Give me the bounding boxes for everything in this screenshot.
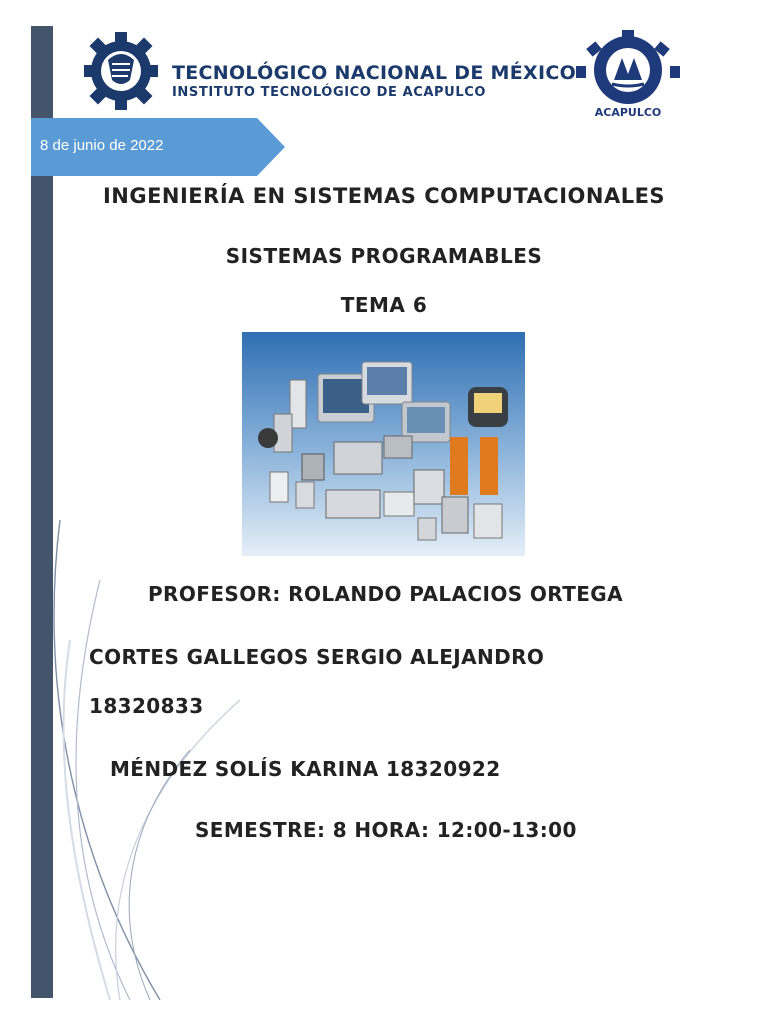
document-header xyxy=(84,30,684,120)
semester-schedule: SEMESTRE: 8 HORA: 12:00-13:00 xyxy=(195,818,577,842)
student-1-name: CORTES GALLEGOS SERGIO ALEJANDRO xyxy=(89,645,545,669)
career-title: INGENIERÍA EN SISTEMAS COMPUTACIONALES xyxy=(102,184,666,208)
plc-hardware-photo xyxy=(242,332,525,556)
institution-name: TECNOLÓGICO NACIONAL DE MÉXICO xyxy=(172,62,577,84)
subject-title: SISTEMAS PROGRAMABLES xyxy=(225,244,543,268)
tecnm-logo-icon xyxy=(84,30,158,112)
professor-name: PROFESOR: ROLANDO PALACIOS ORTEGA xyxy=(148,582,623,606)
topic-title: TEMA 6 xyxy=(340,293,428,317)
date-banner xyxy=(31,118,285,176)
acapulco-gear-logo-icon xyxy=(576,30,680,120)
student-1-id: 18320833 xyxy=(89,694,204,718)
document-date: 8 de junio de 2022 xyxy=(40,137,164,154)
student-2-name-id: MÉNDEZ SOLÍS KARINA 18320922 xyxy=(110,757,501,781)
acapulco-logo-text: ACAPULCO xyxy=(594,106,662,119)
institute-name: INSTITUTO TECNOLÓGICO DE ACAPULCO xyxy=(172,85,486,100)
